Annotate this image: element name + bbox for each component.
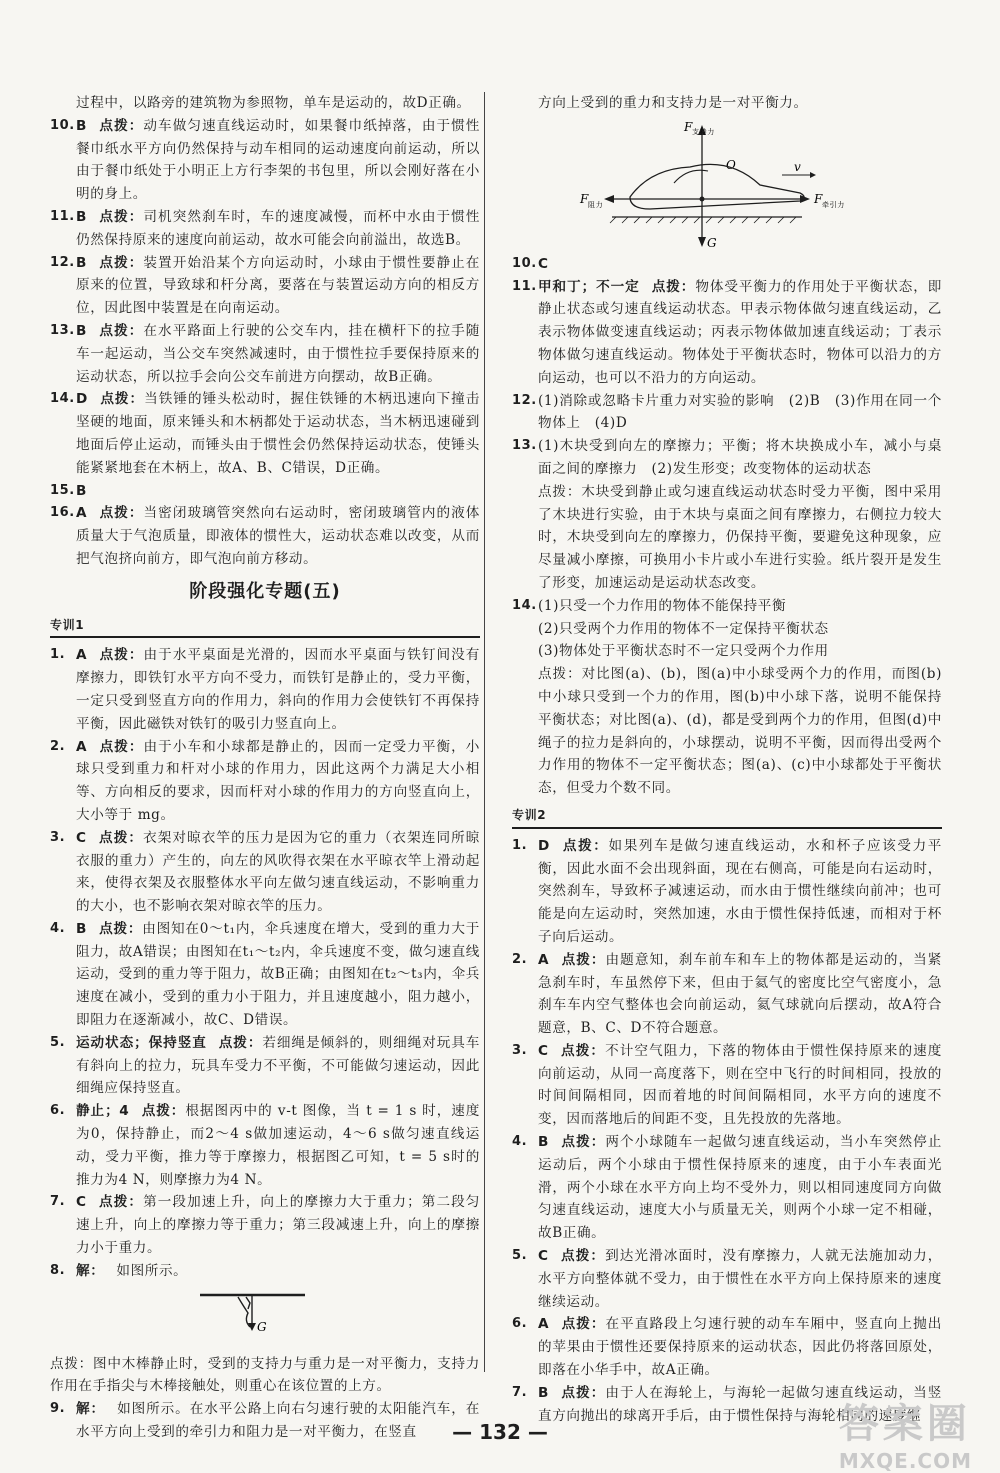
answer-item [50,480,480,503]
svg-text:F: F [684,119,693,134]
answer-item [512,253,942,276]
item-number: 11. [50,208,75,224]
section-title: 阶段强化专题(五) [189,580,341,602]
item-text: 若细绳是倾斜的，则细绳对玩具车有斜向上的拉力，玩具车受力不平衡，不可能做匀速运动，因此细绳应保持竖直。 [76,1034,480,1097]
item-text: 不计空气阻力，下落的物体由于惯性保持原来的速度向前运动，从同一高度落下，则在空中飞行的时间相同，投放的时间间隔相同，因而着地的时间间隔相同，水平方向的速度不变，因而落地后的间距不变，且先投放的先落地。 [538,1042,942,1128]
item-answer: 解： [76,1262,105,1279]
gravity-label: G [257,1319,268,1334]
item-number: 11. [512,278,537,294]
item-number: 13. [512,438,537,454]
zhuanxun2-label: 专训2 [512,807,547,822]
hint-keyword: 点拨： [98,920,143,937]
item-number: 4. [512,1134,528,1150]
right-items-a [512,253,942,481]
item-number: 3. [512,1042,528,1058]
hint-keyword: 点拨： [98,322,144,339]
item-answer: C [538,255,549,272]
item-answer: D [538,837,550,854]
hint-keyword: 点拨： [561,1316,606,1333]
left-column [50,92,480,1444]
svg-text:阻力: 阻力 [588,200,604,209]
item-text: 第一段加速上升，向上的摩擦力大于重力；第二段匀速上升，向上的摩擦力等于重力；第三段减速上升，向上的摩擦力小于重力。 [76,1194,480,1257]
answer-item [50,736,480,827]
hint-keyword: 点拨： [99,505,144,522]
pull-arrow [800,195,810,203]
item-number: 14. [50,391,75,407]
answer-item [512,1245,942,1313]
svg-text:F: F [814,191,823,206]
svg-text:O: O [726,157,737,172]
hint-keyword: 点拨： [98,208,144,225]
answer-item [50,1032,480,1100]
item-answer: B [76,920,87,937]
item-answer: A [76,505,88,522]
item-answer: A [538,951,550,968]
answer-item [50,320,480,388]
hint-keyword: 点拨： [560,1384,606,1401]
item-answer: B [538,1384,549,1401]
gravity-arrow [698,237,706,247]
item-number: 12. [512,392,537,408]
item-text: 在水平路面上行驶的公交车内，挂在横杆下的拉手随车一起运动，当公交车突然减速时，由于惯性拉手要保持原来的运动状态，所以拉手会向公交车前进方向摆动，故B正确。 [76,322,480,385]
answer-item [512,1313,942,1381]
answer-item [50,918,480,1032]
item-answer: B [538,1134,549,1151]
item-text: 在平直路段上匀速行驶的动车车厢中，竖直向上抛出的苹果由于惯性还要保持原来的运动状态，因此仍将落回原处，即落在小华手中，故A正确。 [538,1316,942,1379]
item-answer: B [76,254,87,271]
item-number: 10. [512,255,537,271]
item14-hint: 点拨：对比图(a)、(b)，图(a)中小球受两个力的作用，而图(b)中小球只受到一个力的作用，图(b)中小球下落，说明不能保持平衡状态；对比图(a)、(d)，都是受到两个力的作用，但图(d)中绳子的拉力是斜向的，小球摆动，说明不平衡，因而得出受两个力作用的物体不一定平衡状态；图(a)、(c)中小球都处于平衡状态，但受力个数不同。 [538,666,942,797]
hint-keyword: 点拨： [99,647,144,664]
svg-text:牵引力: 牵引力 [822,200,845,209]
item-number: 2. [512,951,528,967]
solar-car [630,164,804,209]
zhuanxun1-rule [50,636,480,638]
hint-keyword: 点拨： [141,1103,186,1120]
item-answer: A [76,738,88,755]
item-answer: A [538,1316,550,1333]
item-text: 由图知在0～t₁内，伞兵速度在增大，受到的重力大于阻力，故A错误；由图知在t₁～t₂内，伞兵速度不变，做匀速直线运动，受到的重力等于阻力，故B正确；由图知在t₂～t₃内，伞兵速度在减小，受到的重力小于阻力，并且速度越小，阻力越小，即阻力在逐渐减小，故C、D错误。 [76,920,480,1029]
item-number: 5. [512,1248,528,1264]
item-answer: B [76,482,87,499]
fig8-hint: 点拨：图中木棒静止时，受到的支持力与重力是一对平衡力，支持力作用在手指尖与木棒接触处，则重心在该位置的上方。 [50,1355,480,1395]
item-number: 7. [50,1194,66,1210]
answer-item [50,1260,480,1283]
item-text: 如图所示。 [116,1262,188,1279]
item-number: 15. [50,482,75,498]
svg-text:G: G [707,235,718,249]
item-answer: 甲和丁；不一定 [538,278,640,295]
answer-item [50,644,480,735]
hint-keyword: 点拨： [99,738,144,755]
item13-hint: 点拨：木块受到静止或匀速直线运动状态时受力平衡，图中采用了木块进行实验，由于木块与桌面之间有摩擦力，右侧拉力较大时，木块受到向左的摩擦力，仍保持平衡，要避免这种现象，应尽量减小摩擦，可换用小卡片或小车进行实验。纸片裂开是发生了形变，加速运动是运动状态改变。 [538,483,942,591]
zhuanxun2-rule [512,827,942,829]
answer-item [50,827,480,918]
answer-item [512,835,942,949]
item-number: 1. [50,647,66,663]
item-number: 13. [50,322,75,338]
item-text: (1)消除或忽略卡片重力对实验的影响 (2)B (3)作用在同一个物体上 (4)D [538,392,942,432]
item-number: 1. [512,837,528,853]
item-number: 6. [512,1316,528,1332]
hint-keyword: 点拨： [98,117,144,134]
item-text: 两个小球随车一起做匀速直线运动，当小车突然停止运动后，两个小球由于惯性保持原来的速度，由于小车表面光滑，两个小球在水平方向上均不受外力，则以相同速度同方向做匀速直线运动，速度大小与质量无关，则两个小球一定不相碰，故B正确。 [538,1134,942,1242]
item-answer: D [76,391,88,408]
item-text: 物体受平衡力的作用处于平衡状态，即静止状态或匀速直线运动状态。甲表示物体做匀速直线运动，乙表示物体做变速直线运动；丙表示物体做加速直线运动；丁表示物体做匀速直线运动。物体处于平衡状态时，物体可以沿力的方向运动，也可以不沿力的方向运动。 [538,278,942,386]
answer-item [512,949,942,1040]
answer-item [512,1040,942,1131]
item-number: 3. [50,829,66,845]
answer-item [50,252,480,320]
page-number: — 132 — [452,1420,548,1444]
item-number: 8. [50,1262,66,1278]
item-text: (1)木块受到向左的摩擦力；平衡；将木块换成小车，减小与桌面之间的摩擦力 (2)发生形变；改变物体的运动状态 [538,438,942,477]
answer-item [50,388,480,479]
intro-text: 过程中，以路旁的建筑物为参照物，单车是运动的，故D正确。 [76,95,471,111]
zhuanxun1-label: 专训1 [50,617,85,632]
right-column [512,92,942,1427]
item-answer: C [76,1194,87,1211]
hint-keyword: 点拨： [561,837,609,854]
answer-item [50,1191,480,1259]
item-answer: B [76,208,87,225]
item-text: 到达光滑冰面时，没有摩擦力，人就无法施加动力，水平方向整体就不受力，由于惯性在水平方向上保持原来的速度继续运动。 [538,1248,942,1310]
item-text: 由于水平桌面是光滑的，因而水平桌面与铁钉间没有摩擦力，即铁钉水平方向不受力，而铁钉是静止的，受力平衡，一定只受到竖直方向的作用力，斜向的作用力会使铁钉不再保持平衡，因此磁铁对铁钉的吸引力竖直向上。 [76,647,480,732]
left-items-a [50,115,480,571]
item-answer: C [538,1042,549,1059]
figure-8 [50,1287,480,1349]
hint-keyword: 点拨： [560,1248,606,1265]
item-answer: B [76,322,87,339]
item-answer: 静止；4 [76,1103,130,1120]
answer-item [50,115,480,206]
hint-keyword: 点拨： [98,1194,144,1211]
item-text: 由题意知，刹车前车和车上的物体都是运动的，当紧急刹车时，车虽然停下来，但由于氦气的密度比空气密度小，急刹车车内空气整体也会向前运动，氦气球就向后摆动，故A符合题意，B、C、D不符合题意。 [538,951,942,1037]
right-intro: 方向上受到的重力和支持力是一对平衡力。 [538,95,808,111]
answer-item [50,502,480,570]
watermark: 答案圈 MXQE.COM [838,1401,972,1473]
svg-text:支持力: 支持力 [692,127,715,136]
item-answer: 运动状态；保持竖直 [76,1034,207,1051]
item-number: 12. [50,254,75,270]
item-answer: B [76,117,87,134]
item-number: 4. [50,920,66,936]
hint-keyword: 点拨： [98,254,144,271]
column-divider [484,92,485,1372]
item-text: 由于小车和小球都是静止的，因而一定受力平衡，小球只受到重力和杆对小球的作用力，因此这两个力满足大小相等、方向相反的要求，因而杆对小球的作用力的方向竖直向上，大小等于 mg。 [76,738,480,823]
item-9: 9. 解： 如图所示。在水平公路上向右匀速行驶的太阳能汽车，在水平方向上受到的牵引力和阻力是一对平衡力，在竖直 [50,1401,480,1441]
item-number: 7. [512,1384,528,1400]
hint-keyword: 点拨： [218,1034,263,1051]
answer-item [512,390,942,436]
svg-text:F: F [580,191,589,206]
hint-keyword: 点拨： [651,278,696,295]
item-number: 10. [50,117,75,133]
item-text: 衣架对晾衣竿的压力是因为它的重力（衣架连同所晾衣服的重力）产生的，向左的风吹得衣架在水平晾衣竿上滑动起来，使得衣架及衣服整体水平向左做匀速直线运动，不影响重力的大小，也不影响衣架对晾衣竿的压力。 [76,829,480,915]
hint-keyword: 点拨： [561,951,606,968]
hint-keyword: 点拨： [560,1042,606,1059]
item-text: 根据图丙中的 v-t 图像，当 t = 1 s 时，速度为0，保持静止，而2～4 s做加速运动，4～6 s做匀速直线运动，受力平衡，推力等于摩擦力，根据图乙可知，t = 5 s时的推力为4 N，则摩擦力为4 N。 [76,1103,480,1188]
answer-item [512,276,942,390]
answer-item [50,206,480,252]
item-text: 由于人在海轮上，与海轮一起做匀速直线运动，当竖直方向抛出的球离开手后，由于惯性保持与海轮相同的速度继 [538,1384,942,1424]
hint-keyword: 点拨： [560,1134,606,1151]
item-number: 6. [50,1103,66,1119]
item-text: 当铁锤的锤头松动时，握住铁锤的木柄迅速向下撞击坚硬的地面，原来锤头和木柄都处于运动状态，当木柄迅速碰到地面后停止运动，而锤头由于惯性会仍然保持运动状态，使锤头能紧紧地套在木柄上，故A、B、C错误，D正确。 [76,391,480,476]
item-text: 动车做匀速直线运动时，如果餐巾纸掉落，由于惯性餐巾纸水平方向仍然保持与动车相同的运动速度向前运动，所以由于餐巾纸处于小明正上方行李架的书包里，所以会刚好落在小明的身上。 [76,117,480,203]
item-text: 当密闭玻璃管突然向右运动时，密闭玻璃管内的液体质量大于气泡质量，即液体的惯性大，运动状态难以改变，从而把气泡挤向前方，即气泡向前方移动。 [76,505,480,567]
answer-item [512,1131,942,1245]
hint-keyword: 点拨： [99,391,145,408]
item-answer: C [76,829,87,846]
figure-9-car [512,119,942,249]
svg-text:v: v [794,159,802,174]
item-number: 2. [50,738,66,754]
item-number: 16. [50,505,75,521]
item-text: 司机突然刹车时，车的速度减慢，而杯中水由于惯性仍然保持原来的速度向前运动，故水可能会向前溢出，故选B。 [76,208,480,248]
answer-item [512,435,942,481]
item-number: 5. [50,1034,66,1050]
answer-item [50,1100,480,1191]
item-answer: A [76,647,88,664]
left-items-b [50,644,480,1282]
drag-arrow [604,195,614,203]
item-text: 装置开始沿某个方向运动时，小球由于惯性要静止在原来的位置，导致球和杆分离，要落在与装置运动方向的相反方位，因此图中装置是在向南运动。 [76,254,480,317]
item-answer: C [538,1248,549,1265]
item-text: 如果列车是做匀速直线运动，水和杯子应该受力平衡，因此水面不会出现斜面，现在右侧高，可能是向右运动时，突然刹车，导致杯子减速运动，而水由于惯性继续向前冲；也可能是向左运动时，突然加速，水由于惯性保持低速，而相对于杯子向后运动。 [538,837,942,945]
hint-keyword: 点拨： [98,829,144,846]
right-items-b [512,835,942,1428]
item-14: 14. (1)只受一个力作用的物体不能保持平衡 (2)只受两个力作用的物体不一定保持平衡状态 (3)物体处于平衡状态时不一定只受两个力作用 [512,597,829,660]
